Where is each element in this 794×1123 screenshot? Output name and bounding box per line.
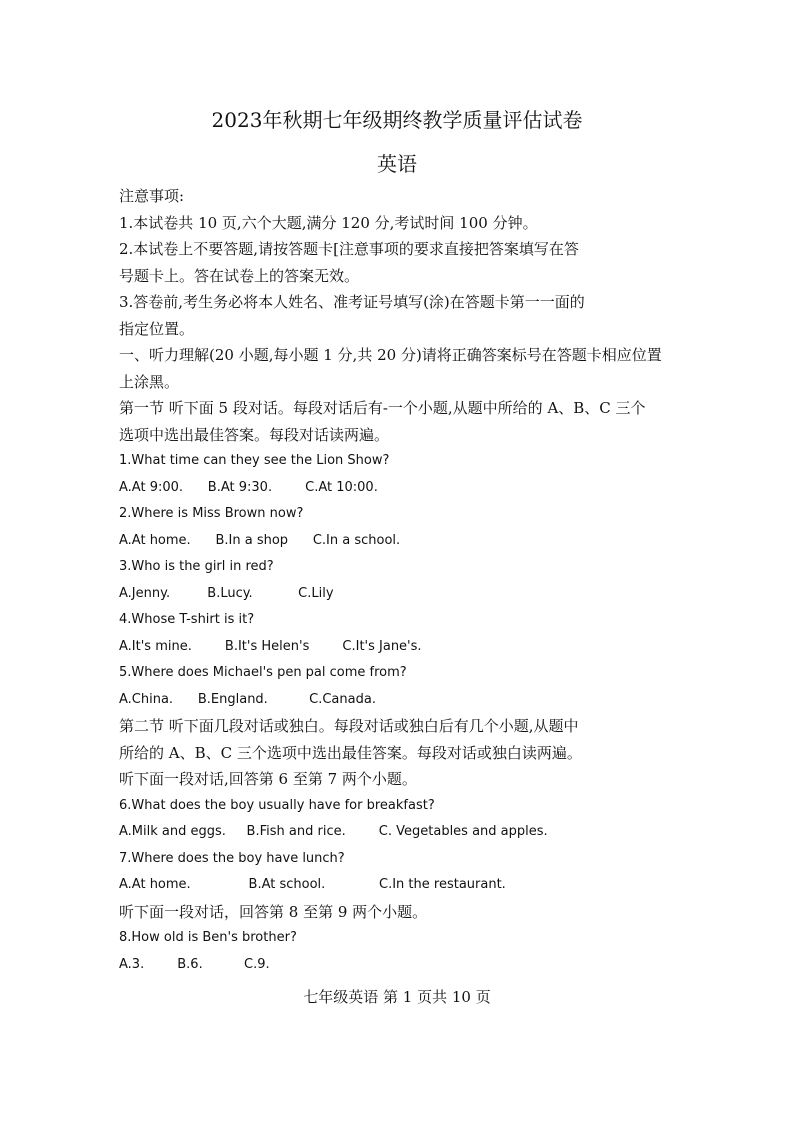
- listening-section: [119, 345, 689, 975]
- notes-section: [119, 186, 689, 339]
- part-instructions: 选项中选出最佳答案。每段对话读两遍。: [119, 425, 390, 444]
- page-footer: 七年级英语 第 1 页共 10 页: [303, 988, 491, 1006]
- answer-options: A.At home. B.At school. C.In the restaurant.: [119, 877, 506, 892]
- question-text: 6.What does the boy usually have for breakfast?: [119, 797, 435, 813]
- part-instructions: 所给的 A、B、C 三个选项中选出最佳答案。每段对话或独白读两遍。: [119, 743, 582, 762]
- exam-body: [119, 186, 689, 981]
- answer-options: A.Milk and eggs. B.Fish and rice. C. Vegetables and apples.: [119, 824, 548, 839]
- note-line: 2.本试卷上不要答题,请按答题卡[注意事项的要求直接把答案填写在答: [119, 240, 579, 258]
- subject-title: 英语: [377, 152, 417, 176]
- part-instructions: 第二节 听下面几段对话或独白。每段对话或独白后有几个小题,从题中: [119, 717, 579, 735]
- question-text: 7.Where does the boy have lunch?: [119, 850, 345, 866]
- section-heading: 一、听力理解(20 小题,每小题 1 分,共 20 分)请将正确答案标号在答题卡相应位置: [119, 346, 662, 364]
- note-line: 1.本试卷共 10 页,六个大题,满分 120 分,考试时间 100 分钟。: [119, 213, 538, 232]
- question-text: 3.Who is the girl in red?: [119, 559, 274, 574]
- note-line: 号题卡上。答在试卷上的答案无效。: [119, 266, 360, 285]
- answer-options: A.At home. B.In a shop C.In a school.: [119, 532, 401, 548]
- question-text: 1.What time can they see the Lion Show?: [119, 453, 390, 468]
- answer-options: A.China. B.England. C.Canada.: [119, 691, 376, 707]
- answer-options: A.3. B.6. C.9.: [119, 956, 270, 972]
- dialogue-intro: 听下面一段对话,回答第 6 至第 7 两个小题。: [119, 770, 417, 788]
- answer-options: A.At 9:00. B.At 9:30. C.At 10:00.: [119, 479, 378, 495]
- section-heading: 上涂黑。: [119, 372, 180, 391]
- answer-options: A.It's mine. B.It's Helen's C.It's Jane's.: [119, 638, 422, 654]
- notes-heading: 注意事项:: [119, 187, 185, 205]
- note-line: 指定位置。: [119, 319, 195, 338]
- answer-options: A.Jenny. B.Lucy. C.Lily: [119, 585, 334, 601]
- exam-title: 2023年秋期七年级期终教学质量评估试卷: [211, 108, 583, 132]
- question-text: 4.Whose T-shirt is it?: [119, 612, 255, 627]
- dialogue-intro: 听下面一段对话，回答第 8 至第 9 两个小题。: [119, 902, 428, 921]
- question-text: 2.Where is Miss Brown now?: [119, 506, 304, 521]
- question-text: 5.Where does Michael's pen pal come from?: [119, 665, 407, 680]
- note-line: 3.答卷前,考生务必将本人姓名、准考证号填写(涂)在答题卡第一一面的: [119, 293, 585, 311]
- part-instructions: 第一节 听下面 5 段对话。每段对话后有-一个小题,从题中所给的 A、B、C 三个: [119, 399, 646, 417]
- question-text: 8.How old is Ben's brother?: [119, 930, 297, 945]
